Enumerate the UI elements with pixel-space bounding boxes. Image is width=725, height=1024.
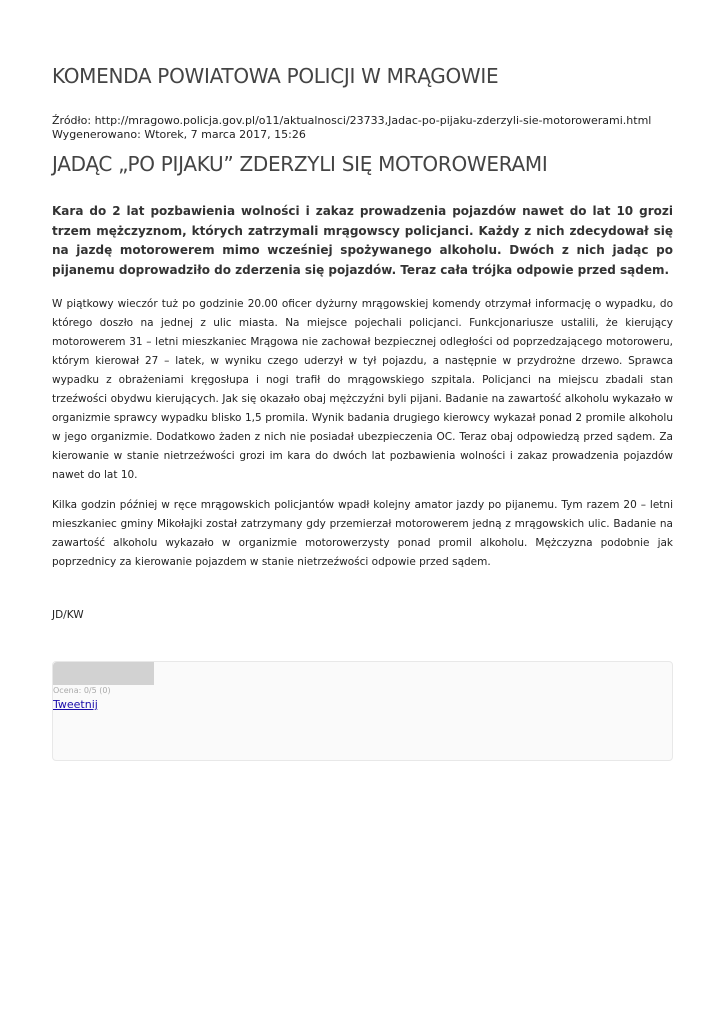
article-paragraph: Kilka godzin później w ręce mrągowskich policjantów wpadł kolejny amator jazdy po pijanemu. Tym razem 20 – letni mieszkaniec gminy Mikołajki został zatrzymany gdy przemierzał motorowerem jedną z mrągowskich ulic. Badanie na zawartość alkoholu wykazało w organizmie motorowerzysty ponad promil alkoholu. Mężczyzna podobnie jak poprzednicy za kierowanie pojazdem w stanie nietrzeźwości odpowie przed sądem. bbox=[52, 499, 673, 568]
tweet-link[interactable]: Tweetnij bbox=[53, 698, 98, 711]
article-lead: Kara do 2 lat pozbawienia wolności i zakaz prowadzenia pojazdów nawet do lat 10 grozi trzem mężczyznom, których zatrzymali mrągowscy policjanci. Każdy z nich zdecydował się na jazdę motorowerem mimo wcześniej spożywanego alkoholu. Dwóch z nich jadąc po pijanemu doprowadziło do zderzenia się pojazdów. Teraz cała trójka odpowie przed sądem. bbox=[52, 204, 673, 277]
rating-stars-bar[interactable] bbox=[53, 662, 154, 685]
site-title: KOMENDA POWIATOWA POLICJI W MRĄGOWIE bbox=[52, 64, 499, 88]
article-signature: JD/KW bbox=[52, 609, 84, 621]
rating-panel bbox=[52, 661, 673, 761]
generated-date-line: Wygenerowano: Wtorek, 7 marca 2017, 15:26 bbox=[52, 128, 306, 141]
source-url-line: Źródło: http://mragowo.policja.gov.pl/o11/aktualnosci/23733,Jadac-po-pijaku-zderzyli-sie-motorowerami.html bbox=[52, 114, 652, 127]
source-info bbox=[52, 114, 651, 142]
article-paragraph: W piątkowy wieczór tuż po godzinie 20.00 oficer dyżurny mrągowskiej komendy otrzymał informację o wypadku, do którego doszło na jednej z ulic miasta. Na miejsce pojechali policjanci. Funkcjonariusze ustalili, że kierujący motorowerem 31 – letni mieszkaniec Mrągowa nie zachował bezpiecznej odległości od poprzedzającego motoroweru, którym kierował 27 – latek, w wyniku czego uderzył w tył pojazdu, a następnie w przydrożne drzewo. Sprawca wypadku z obrażeniami kręgosłupa i nogi trafił do mrągowskiego szpitala. Policjanci na miejscu zbadali stan trzeźwości obydwu kierujących. Jak się okazało obaj mężczyźni byli pijani. Badanie na zawartość alkoholu wykazało w organizmie sprawcy wypadku blisko 1,5 promila. Wynik badania drugiego kierowcy wykazał ponad 2 promile alkoholu w jego organizmie. Dodatkowo żaden z nich nie posiadał ubezpieczenia OC. Teraz obaj odpowiedzą przed sądem. Za kierowanie w stanie nietrzeźwości grozi im kara do dwóch lat pozbawienia wolności i zakaz prowadzenia pojazdów nawet do lat 10. bbox=[52, 298, 673, 481]
article-title: JADĄC „PO PIJAKU” ZDERZYLI SIĘ MOTOROWERAMI bbox=[52, 152, 548, 176]
rating-label: Ocena: 0/5 (0) bbox=[53, 686, 111, 695]
